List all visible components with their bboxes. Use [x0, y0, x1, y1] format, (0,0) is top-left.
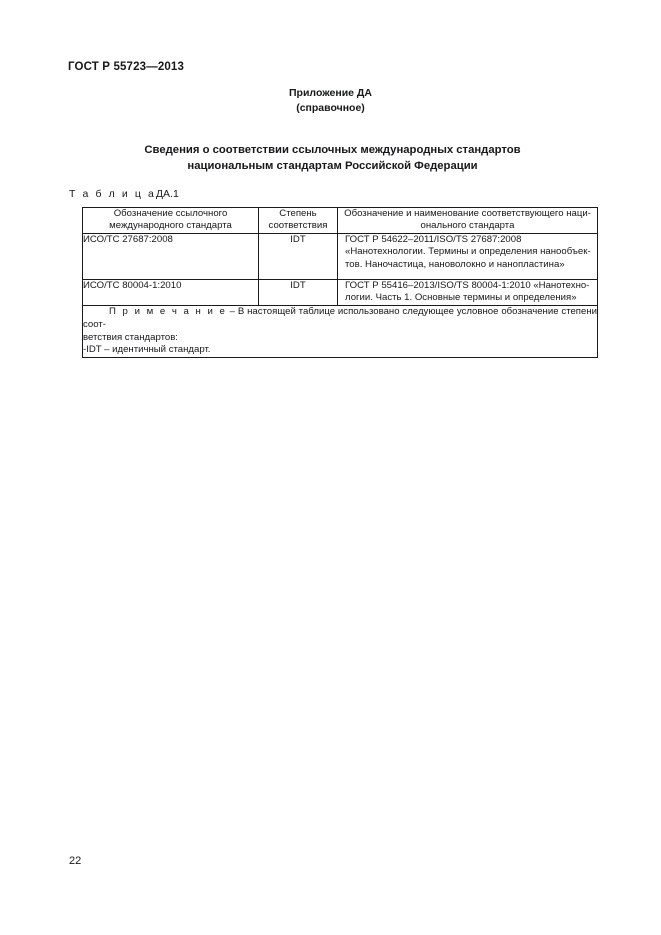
table-note-lead: П р и м е ч а н и е	[109, 306, 227, 317]
cell-line-1: ГОСТ Р 55416–2013/ISO/TS 80004-1:2010 «Нанотехно-	[345, 279, 590, 291]
page-title-line-2: национальным стандартам Российской Федерации	[187, 159, 478, 172]
cell-line-1: ГОСТ Р 54622–2011/ISO/TS 27687:2008	[345, 233, 522, 245]
column-header-line-1: Обозначение ссылочного	[113, 208, 228, 219]
page-title-line-1: Сведения о соответствии ссылочных международных стандартов	[144, 144, 521, 156]
table-row	[83, 279, 598, 305]
table-note-line-3: -IDT – идентичный стандарт.	[83, 344, 211, 356]
column-header-national-designation	[338, 208, 598, 234]
column-header-line-1: Степень	[279, 208, 317, 219]
page-title	[70, 143, 595, 174]
table-caption-number: ДА.1	[155, 188, 179, 200]
annex-title: Приложение ДА	[289, 87, 372, 99]
table-note-line-1: – В настоящей таблице использовано следующее условное обозначение степени соот-	[83, 306, 597, 330]
column-header-line-2: онального стандарта	[420, 220, 515, 232]
cell-conformity-degree: IDT	[259, 279, 338, 305]
annex-subtitle: (справочное)	[296, 102, 365, 114]
table-note-line-2: ветствия стандартов:	[83, 331, 178, 343]
column-header-line-2: международного стандарта	[109, 220, 232, 232]
table-caption-word: Т а б л и ц а	[69, 188, 156, 200]
cell-line-3: тов. Наночастица, нановолокно и нанопластина»	[345, 259, 565, 270]
table-note	[83, 306, 598, 358]
cell-international-standard: ИСО/ТС 27687:2008	[83, 233, 259, 279]
running-head: ГОСТ Р 55723—2013	[68, 61, 185, 73]
column-header-line-2: соответствия	[268, 220, 328, 232]
cell-international-standard: ИСО/ТС 80004-1:2010	[83, 279, 259, 305]
cell-national-standard	[338, 233, 598, 279]
column-header-line-1: Обозначение и наименование соответствующего наци-	[344, 208, 591, 219]
column-header-conformity-degree	[259, 208, 338, 234]
table-row	[83, 233, 598, 279]
cell-line-2: «Нанотехнологии. Термины и определения нанообъек-	[345, 246, 591, 258]
column-header-international-designation	[83, 208, 259, 234]
page-number: 22	[69, 855, 82, 867]
cell-national-standard	[338, 279, 598, 305]
table-header-row	[83, 208, 598, 234]
reference-standards-table	[82, 207, 598, 358]
cell-line-2: логии. Часть 1. Основные термины и определения»	[345, 292, 577, 304]
annex-heading-block	[0, 86, 661, 116]
table-caption	[69, 188, 179, 200]
cell-conformity-degree: IDT	[259, 233, 338, 279]
table-note-row	[83, 306, 598, 358]
